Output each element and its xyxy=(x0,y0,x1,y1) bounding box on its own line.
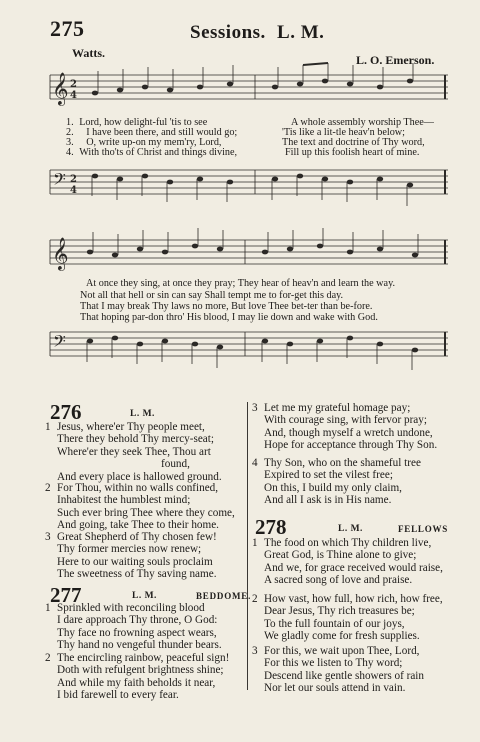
verse-line-3-right: The text and doctrine of Thy word, xyxy=(282,137,425,148)
music-credit: L. O. Emerson. xyxy=(356,53,435,67)
stanza: 3 Let me my grateful homage pay; With courage sing, with fervor pray; And, though myself a wretch undone, Hope for acceptance through Thy Son. xyxy=(252,402,438,452)
verse-line-1-right: A whole assembly worship Thee— xyxy=(291,117,434,128)
hymn-number: 277 xyxy=(50,583,82,607)
verse-line-1b: At once they sing, at once they pray; They hear of heav'n and learn the way. xyxy=(86,278,396,289)
treble-staff-1 xyxy=(50,65,450,115)
column-divider xyxy=(247,402,248,690)
hymn-meter: L. M. xyxy=(130,409,155,419)
stanza: 2 The encircling rainbow, peaceful sign! Doth with refulgent brightness shine; And while my faith beholds it near, I bid farewell to every fear. xyxy=(45,652,230,702)
hymn-number: 276 xyxy=(50,400,82,424)
verse-line-3b: That I may break Thy laws no more, But love Thee bet-ter than be-fore. xyxy=(80,301,373,312)
svg-text:4: 4 xyxy=(70,185,77,196)
hymn-number: 278 xyxy=(255,515,287,539)
svg-text:2: 2 xyxy=(70,79,77,90)
svg-text:𝄞: 𝄞 xyxy=(52,237,69,270)
bass-staff-2 xyxy=(50,322,450,372)
verse-line-2b: Not all that hell or sin can say Shall tempt me to for-get this day. xyxy=(80,290,344,301)
verse-line-4: 4. With tho'ts of Christ and things divine, xyxy=(66,147,238,158)
stanza: 2 How vast, how full, how rich, how free, Dear Jesus, Thy rich treasures be; To the full fountain of our joys, We gladly come for fresh supplies. xyxy=(252,593,443,643)
stanza: 4 Thy Son, who on the shameful tree Expired to set the vilest free; On this, I build my only claim, And all I ask is in His name. xyxy=(252,457,421,507)
verse-line-4b: That hoping par-don thro' His blood, I may lie down and wake with God. xyxy=(80,312,378,323)
verse-line-2-right: 'Tis like a lit-tle heav'n below; xyxy=(282,127,405,138)
hymn-composer: FELLOWS xyxy=(398,524,449,534)
svg-text:𝄢: 𝄢 xyxy=(53,331,66,355)
stanza: 3 Great Shepherd of Thy chosen few! Thy former mercies now renew; Here to our waiting souls proclaim The sweetness of Thy saving name. xyxy=(45,531,217,581)
verse-line-2: 2. I have been there, and still would go; xyxy=(66,127,238,138)
svg-text:𝄞: 𝄞 xyxy=(52,72,69,105)
hymn-meter: L. M. xyxy=(338,524,363,534)
verse-line-1: 1. Lord, how delight-ful 'tis to see xyxy=(66,117,208,128)
hymn-composer: BEDDOME. xyxy=(196,591,252,601)
stanza: 1 The food on which Thy children live, Great God, is Thine alone to give; And we, for grace received would raise, A sacred song of love and praise. xyxy=(252,537,443,587)
stanza: 2 For Thou, within no walls confined, Inhabitest the humblest mind; Such ever bring Thee where they come, And going, take Thee to their home. xyxy=(45,482,235,532)
tune-name: Sessions. xyxy=(190,22,266,43)
svg-text:4: 4 xyxy=(70,90,77,101)
stanza: 3 For this, we wait upon Thee, Lord, For this we listen to Thy word; Descend like gentle showers of rain Nor let our souls attend in vain. xyxy=(252,645,424,695)
verse-line-3: 3. O, write up-on my mem'ry, Lord, xyxy=(66,137,222,148)
stanza: 1 Jesus, where'er Thy people meet, There they behold Thy mercy-seat; Where'er they seek Thee, Thou art found, And every place is hallowed ground. xyxy=(45,421,222,483)
svg-text:𝄢: 𝄢 xyxy=(53,169,66,193)
bass-staff-1 xyxy=(50,160,450,210)
tune-title xyxy=(190,22,324,44)
hymn-meter: L. M. xyxy=(132,591,157,601)
treble-staff-2 xyxy=(50,230,450,280)
words-credit: Watts. xyxy=(72,46,105,60)
verse-line-4-right: Fill up this foolish heart of mine. xyxy=(285,147,420,158)
svg-text:2: 2 xyxy=(70,174,77,185)
page-hymn-number: 275 xyxy=(50,16,85,41)
stanza: 1 Sprinkled with reconciling blood I dare approach Thy throne, O God: Thy face no frowning aspect wears, Thy hand no vengeful thunder bears. xyxy=(45,602,222,652)
tune-meter: L. M. xyxy=(277,22,325,43)
